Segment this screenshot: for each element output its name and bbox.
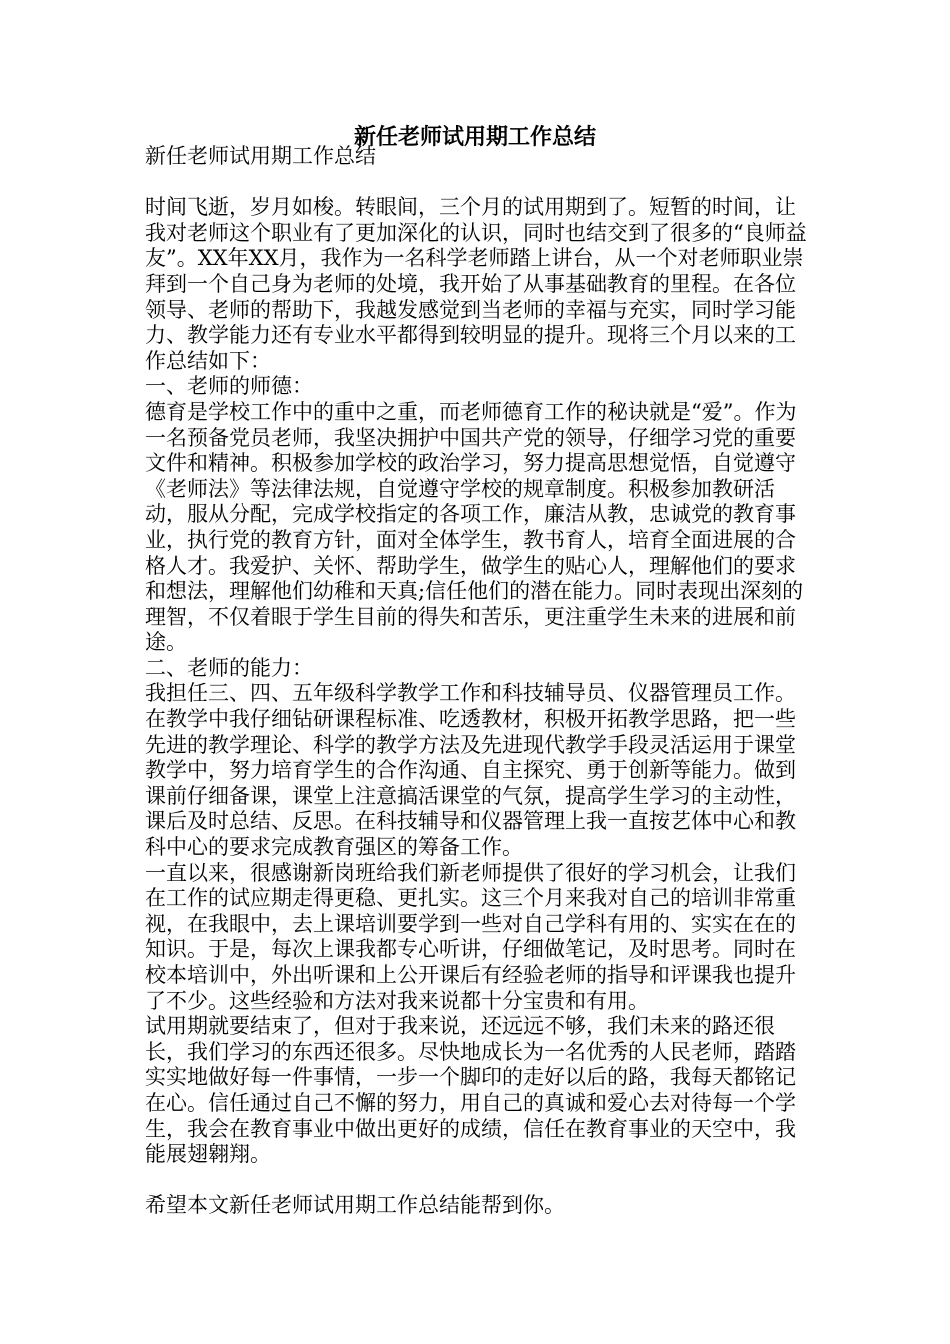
ability-paragraph: 我担任三、四、五年级科学教学工作和科技辅导员、仪器管理员工作。在教学中我仔细钻研课程标准、吃透教材，积极开拓教学思路，把一些先进的教学理论、科学的教学方法及先进现代教学手段灵活运用于课堂教学中，努力培育学生的合作沟通、自主探究、勇于创新等能力。做到课前仔细备课，课堂上注意搞活课堂的气氛，提高学生学习的主动性，课后及时总结、反思。在科技辅导和仪器管理上我一直按艺体中心和教科中心的要求完成教育强区的筹备工作。 <box>145 681 796 860</box>
document-title: 新任老师试用期工作总结 <box>353 124 596 150</box>
ethics-paragraph: 德育是学校工作中的重中之重，而老师德育工作的秘诀就是“爱”。作为一名预备党员老师，我坚决拥护中国共产党的领导，仔细学习党的重要文件和精神。积极参加学校的政治学习，努力提高思想觉悟，自觉遵守《老师法》等法律法规，自觉遵守学校的规章制度。积极参加教研活动，服从分配，完成学校指定的各项工作，廉洁从教，忠诚党的教育事业，执行党的教育方针，面对全体学生，教书育人，培育全面进展的合格人才。我爱护、关怀、帮助学生，做学生的贴心人，理解他们的要求和想法，理解他们幼稚和天真;信任他们的潜在能力。同时表现出深刻的理智，不仅着眼于学生目前的得失和苦乐，更注重学生未来的进展和前途。 <box>145 399 804 655</box>
document-body <box>145 144 815 1219</box>
intro-paragraph: 时间飞逝，岁月如梭。转眼间，三个月的试用期到了。短暂的时间，让我对老师这个职业有了更加深化的认识，同时也结交到了很多的“良师益友”。XX年XX月，我作为一名科学老师踏上讲台，从一个对老师职业崇拜到一个自己身为老师的处境，我开始了从事基础教育的里程。在各位领导、老师的帮助下，我越发感觉到当老师的幸福与充实，同时学习能力、教学能力还有专业水平都得到较明显的提升。现将三个月以来的工作总结如下： <box>145 195 807 373</box>
document-subtitle: 新任老师试用期工作总结 <box>145 144 376 168</box>
section-heading-ethics: 一、老师的师德： <box>145 374 313 399</box>
conclusion-paragraph: 试用期就要结束了，但对于我来说，还远远不够，我们未来的路还很长，我们学习的东西还很多。尽快地成长为一名优秀的人民老师，踏踏实实地做好每一件事情，一步一个脚印的走好以后的路，我每天都铭记在心。信任通过自己不懈的努力，用自己的真诚和爱心去对待每一个学生，我会在教育事业中做出更好的成绩，信任在教育事业的天空中，我能展翅翱翔。 <box>145 1014 796 1167</box>
closing-line: 希望本文新任老师试用期工作总结能帮到你。 <box>145 1193 565 1218</box>
training-paragraph: 一直以来，很感谢新岗班给我们新老师提供了很好的学习机会，让我们在工作的试应期走得更稳、更扎实。这三个月来我对自己的培训非常重视，在我眼中，去上课培训要学到一些对自己学科有用的、实实在在的知识。于是，每次上课我都专心听讲，仔细做笔记，及时思考。同时在校本培训中，外出听课和上公开课后有经验老师的指导和评课我也提升了不少。这些经验和方法对我来说都十分宝贵和有用。 <box>145 860 796 1013</box>
section-heading-ability: 二、老师的能力： <box>145 655 313 680</box>
